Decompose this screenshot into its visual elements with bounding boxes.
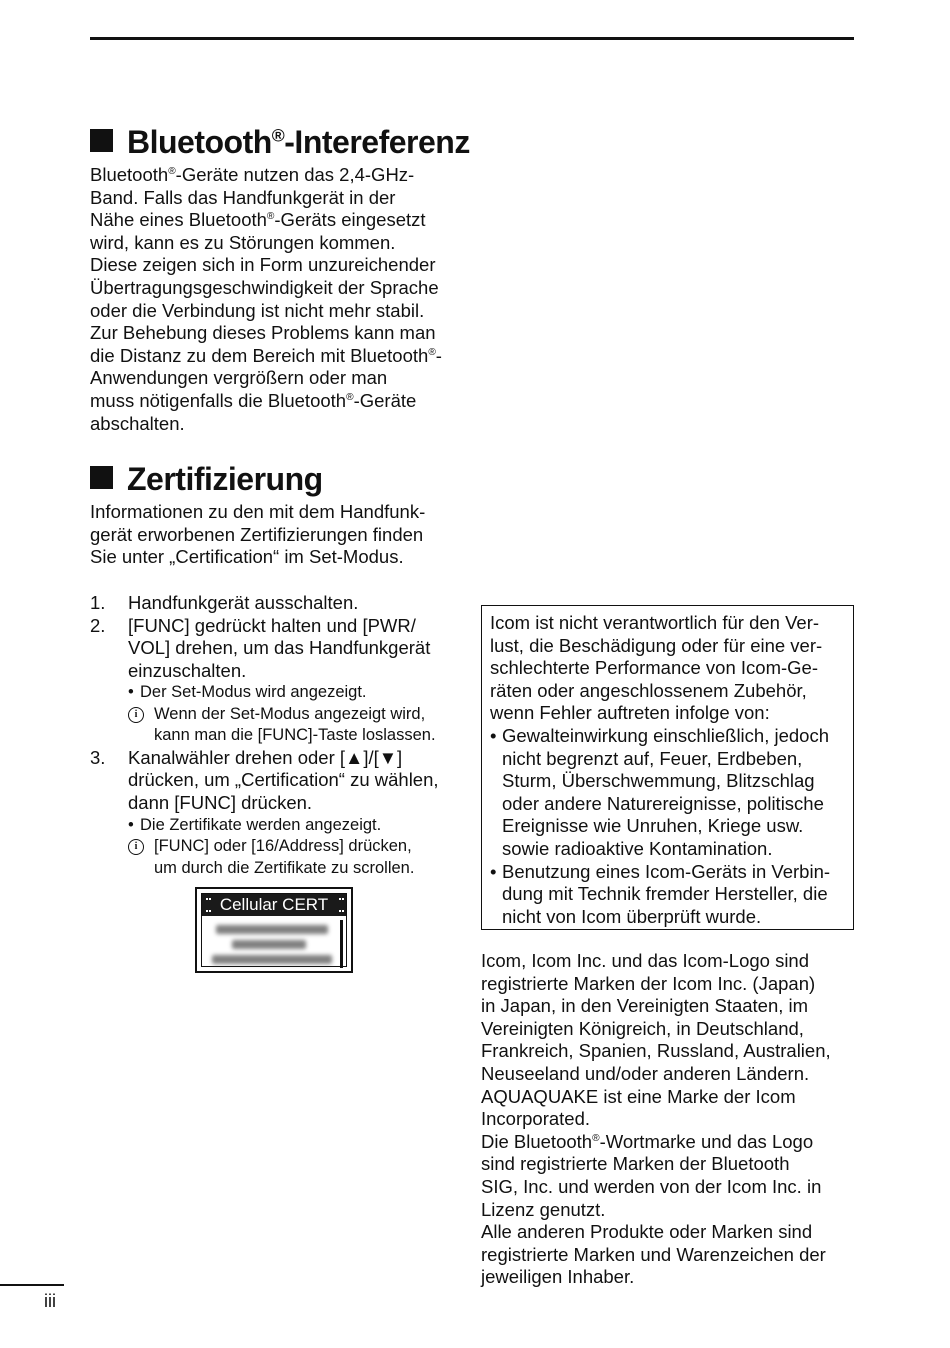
step-number: 3.: [90, 746, 106, 768]
info-icon: i: [128, 839, 144, 855]
notice-bullet: [490, 725, 845, 861]
registered-mark: ®: [271, 125, 285, 146]
bluetooth-line: [90, 209, 442, 232]
lcd-marker-icon: [206, 898, 209, 912]
cert-intro-line: gerät erworbenen Zertifizierungen finden: [90, 523, 424, 545]
step-number: 2.: [90, 614, 106, 636]
lcd-title-text: Cellular CERT: [219, 895, 329, 914]
bluetooth-line: [90, 413, 442, 436]
notice-bullet-line: nicht begrenzt auf, Feuer, Erdbeben,: [502, 747, 803, 769]
text-run: in Japan, in den Vereinigten Staaten, im: [481, 995, 809, 1017]
trademark-line: [481, 1199, 831, 1222]
step-line: [FUNC] gedrückt halten und [PWR/: [128, 614, 416, 636]
notice-bullet-line: dung mit Technik fremder Hersteller, die: [502, 883, 828, 905]
text-run: -Geräte nutzen das 2,4-GHz-: [175, 164, 415, 185]
trademark-line: [481, 1131, 831, 1154]
square-bullet-icon: [90, 129, 113, 152]
trademark-line: [481, 1040, 831, 1063]
trademark-line: [481, 1176, 831, 1199]
step-sub-bullet-text: Der Set-Modus wird angezeigt.: [140, 683, 367, 702]
notice-bullet-line: Gewalteinwirkung einschließlich, jedoch: [502, 724, 829, 746]
notice-bullet-line: oder andere Naturereignisse, politische: [502, 792, 824, 814]
trademark-line: [481, 950, 831, 973]
text-run: Diese zeigen sich in Form unzureichender: [90, 254, 436, 276]
trademark-line: [481, 1063, 831, 1086]
lcd-marker-icon: [339, 898, 342, 912]
trademark-line: [481, 995, 831, 1018]
cert-intro-line: Sie unter „Certification“ im Set-Modus.: [90, 546, 404, 568]
trademark-line: [481, 973, 831, 996]
lcd-blurred-line: [216, 925, 328, 934]
step-info-line: kann man die [FUNC]-Taste loslassen.: [154, 726, 436, 745]
notice-line: Icom ist nicht verantwortlich für den Ver-: [490, 612, 820, 633]
bluetooth-line: [90, 232, 442, 255]
lcd-title-bar: [202, 894, 346, 916]
notice-bullet-line: sowie radioaktive Kontamination.: [502, 837, 773, 859]
notice-line: schlechterte Performance von Icom-Ge-: [490, 657, 818, 679]
registered-mark: ®: [168, 165, 176, 177]
text-run: Frankreich, Spanien, Russland, Australien,: [481, 1040, 831, 1062]
text-run: jeweiligen Inhaber.: [481, 1266, 635, 1288]
notice-bullet: [490, 861, 845, 929]
page-number-rule: [0, 1284, 64, 1286]
bluetooth-line: [90, 300, 442, 323]
trademark-line: [481, 1153, 831, 1176]
text-run: Neuseeland und/oder anderen Ländern.: [481, 1062, 810, 1084]
text-run: Band. Falls das Handfunkgerät in der: [90, 186, 396, 208]
text-run: Alle anderen Produkte oder Marken sind: [481, 1221, 813, 1243]
lcd-display: [195, 887, 353, 973]
step-line: drücken, um „Certification“ zu wählen,: [128, 769, 439, 791]
bluetooth-line: [90, 187, 442, 210]
step-line: einzuschalten.: [128, 659, 247, 681]
heading-zertifizierung: [90, 461, 323, 497]
text-run: SIG, Inc. und werden von der Icom Inc. in: [481, 1175, 822, 1197]
bullet-dot-icon: •: [128, 815, 134, 834]
trademark-line: [481, 1018, 831, 1041]
notice-line: lust, die Beschädigung oder für eine ver-: [490, 634, 823, 656]
bullet-dot-icon: •: [490, 724, 497, 746]
text-run: -Wortmarke und das Logo: [599, 1130, 814, 1152]
trademark-line: [481, 1221, 831, 1244]
text-run: Bluetooth: [90, 164, 169, 185]
bluetooth-paragraph: [90, 164, 442, 435]
trademark-line: [481, 1108, 831, 1131]
trademark-line: [481, 1086, 831, 1109]
step-item: [90, 747, 470, 879]
registered-mark: ®: [428, 346, 436, 358]
bluetooth-line: [90, 164, 442, 187]
info-icon: i: [128, 707, 144, 723]
text-run: Anwendungen vergrößern oder man: [90, 367, 388, 389]
bullet-dot-icon: •: [128, 683, 134, 702]
page-number: iii: [44, 1291, 56, 1311]
cert-intro-line: Informationen zu den mit dem Handfunk-: [90, 501, 426, 522]
step-sub-bullet: [128, 815, 470, 837]
step-info-note: [128, 704, 470, 747]
text-run: sind registrierte Marken der Bluetooth: [481, 1153, 790, 1175]
heading-bluetooth: [90, 124, 470, 160]
step-item: [90, 615, 470, 747]
notice-bullet-line: Benutzung eines Icom-Geräts in Verbin-: [502, 860, 831, 882]
text-run: oder die Verbindung ist nicht mehr stabil.: [90, 299, 425, 321]
notice-bullet-line: Sturm, Überschwemmung, Blitzschlag: [502, 770, 815, 792]
step-info-note: [128, 836, 470, 879]
text-run: Die Bluetooth: [481, 1130, 593, 1152]
trademark-line: [481, 1266, 831, 1289]
step-line: Kanalwähler drehen oder [▲]/[▼]: [128, 746, 403, 768]
heading-bluetooth-post: -Intereferenz: [284, 124, 470, 160]
text-run: abschalten.: [90, 412, 185, 434]
text-run: AQUAQUAKE ist eine Marke der Icom: [481, 1085, 796, 1107]
step-info-line: [FUNC] oder [16/Address] drücken,: [154, 837, 412, 856]
text-run: Vereinigten Königreich, in Deutschland,: [481, 1017, 804, 1039]
heading-cert-text: Zertifizierung: [127, 461, 323, 497]
notice-line: wenn Fehler auftreten infolge von:: [490, 702, 770, 724]
text-run: muss nötigenfalls die Bluetooth: [90, 389, 347, 411]
text-run: wird, kann es zu Störungen kommen.: [90, 231, 396, 253]
registered-mark: ®: [266, 211, 275, 223]
registered-mark: ®: [346, 391, 354, 403]
step-line: dann [FUNC] drücken.: [128, 792, 313, 814]
trademark-line: [481, 1244, 831, 1267]
lcd-blurred-line: [232, 940, 306, 949]
bluetooth-line: [90, 322, 442, 345]
bluetooth-line: [90, 390, 442, 413]
text-run: -Geräts eingesetzt: [274, 209, 426, 231]
bullet-dot-icon: •: [490, 860, 497, 882]
step-info-line: um durch die Zertifikate zu scrollen.: [154, 858, 415, 877]
text-run: registrierte Marken der Icom Inc. (Japan): [481, 972, 816, 994]
bluetooth-line: [90, 277, 442, 300]
liability-notice-box: [481, 605, 854, 930]
bluetooth-line: [90, 254, 442, 277]
cert-intro-paragraph: [90, 501, 425, 569]
step-info-line: Wenn der Set-Modus angezeigt wird,: [154, 704, 426, 723]
step-item: [90, 592, 470, 615]
lcd-screen: [201, 893, 347, 967]
cert-steps-list: [90, 592, 470, 879]
step-line: VOL] drehen, um das Handfunkgerät: [128, 637, 431, 659]
notice-bullet-line: Ereignisse wie Unruhen, Kriege usw.: [502, 815, 804, 837]
heading-bluetooth-pre: Bluetooth: [127, 124, 272, 160]
text-run: Incorporated.: [481, 1108, 591, 1130]
registered-mark: ®: [592, 1132, 600, 1144]
notice-bullet-line: nicht von Icom überprüft wurde.: [502, 905, 762, 927]
text-run: Übertragungsgeschwindigkeit der Sprache: [90, 276, 439, 298]
trademarks-paragraph: [481, 950, 831, 1289]
lcd-scrollbar: [340, 920, 343, 968]
step-sub-bullet-text: Die Zertifikate werden angezeigt.: [140, 815, 382, 834]
text-run: Zur Behebung dieses Problems kann man: [90, 322, 436, 344]
text-run: -Geräte: [353, 389, 417, 411]
step-number: 1.: [90, 592, 106, 613]
lcd-blurred-line: [212, 955, 332, 964]
text-run: -: [435, 344, 442, 366]
text-run: registrierte Marken und Warenzeichen der: [481, 1243, 826, 1265]
text-run: die Distanz zu dem Bereich mit Bluetooth: [90, 344, 429, 366]
text-run: Lizenz genutzt.: [481, 1198, 606, 1220]
step-sub-bullet: [128, 682, 470, 704]
top-rule: [90, 37, 854, 40]
bluetooth-line: [90, 345, 442, 368]
step-line: Handfunkgerät ausschalten.: [128, 592, 359, 613]
bluetooth-line: [90, 367, 442, 390]
text-run: Icom, Icom Inc. und das Icom-Logo sind: [481, 950, 810, 971]
square-bullet-icon: [90, 466, 113, 489]
text-run: Nähe eines Bluetooth: [90, 209, 267, 231]
notice-line: räten oder angeschlossenem Zubehör,: [490, 679, 807, 701]
